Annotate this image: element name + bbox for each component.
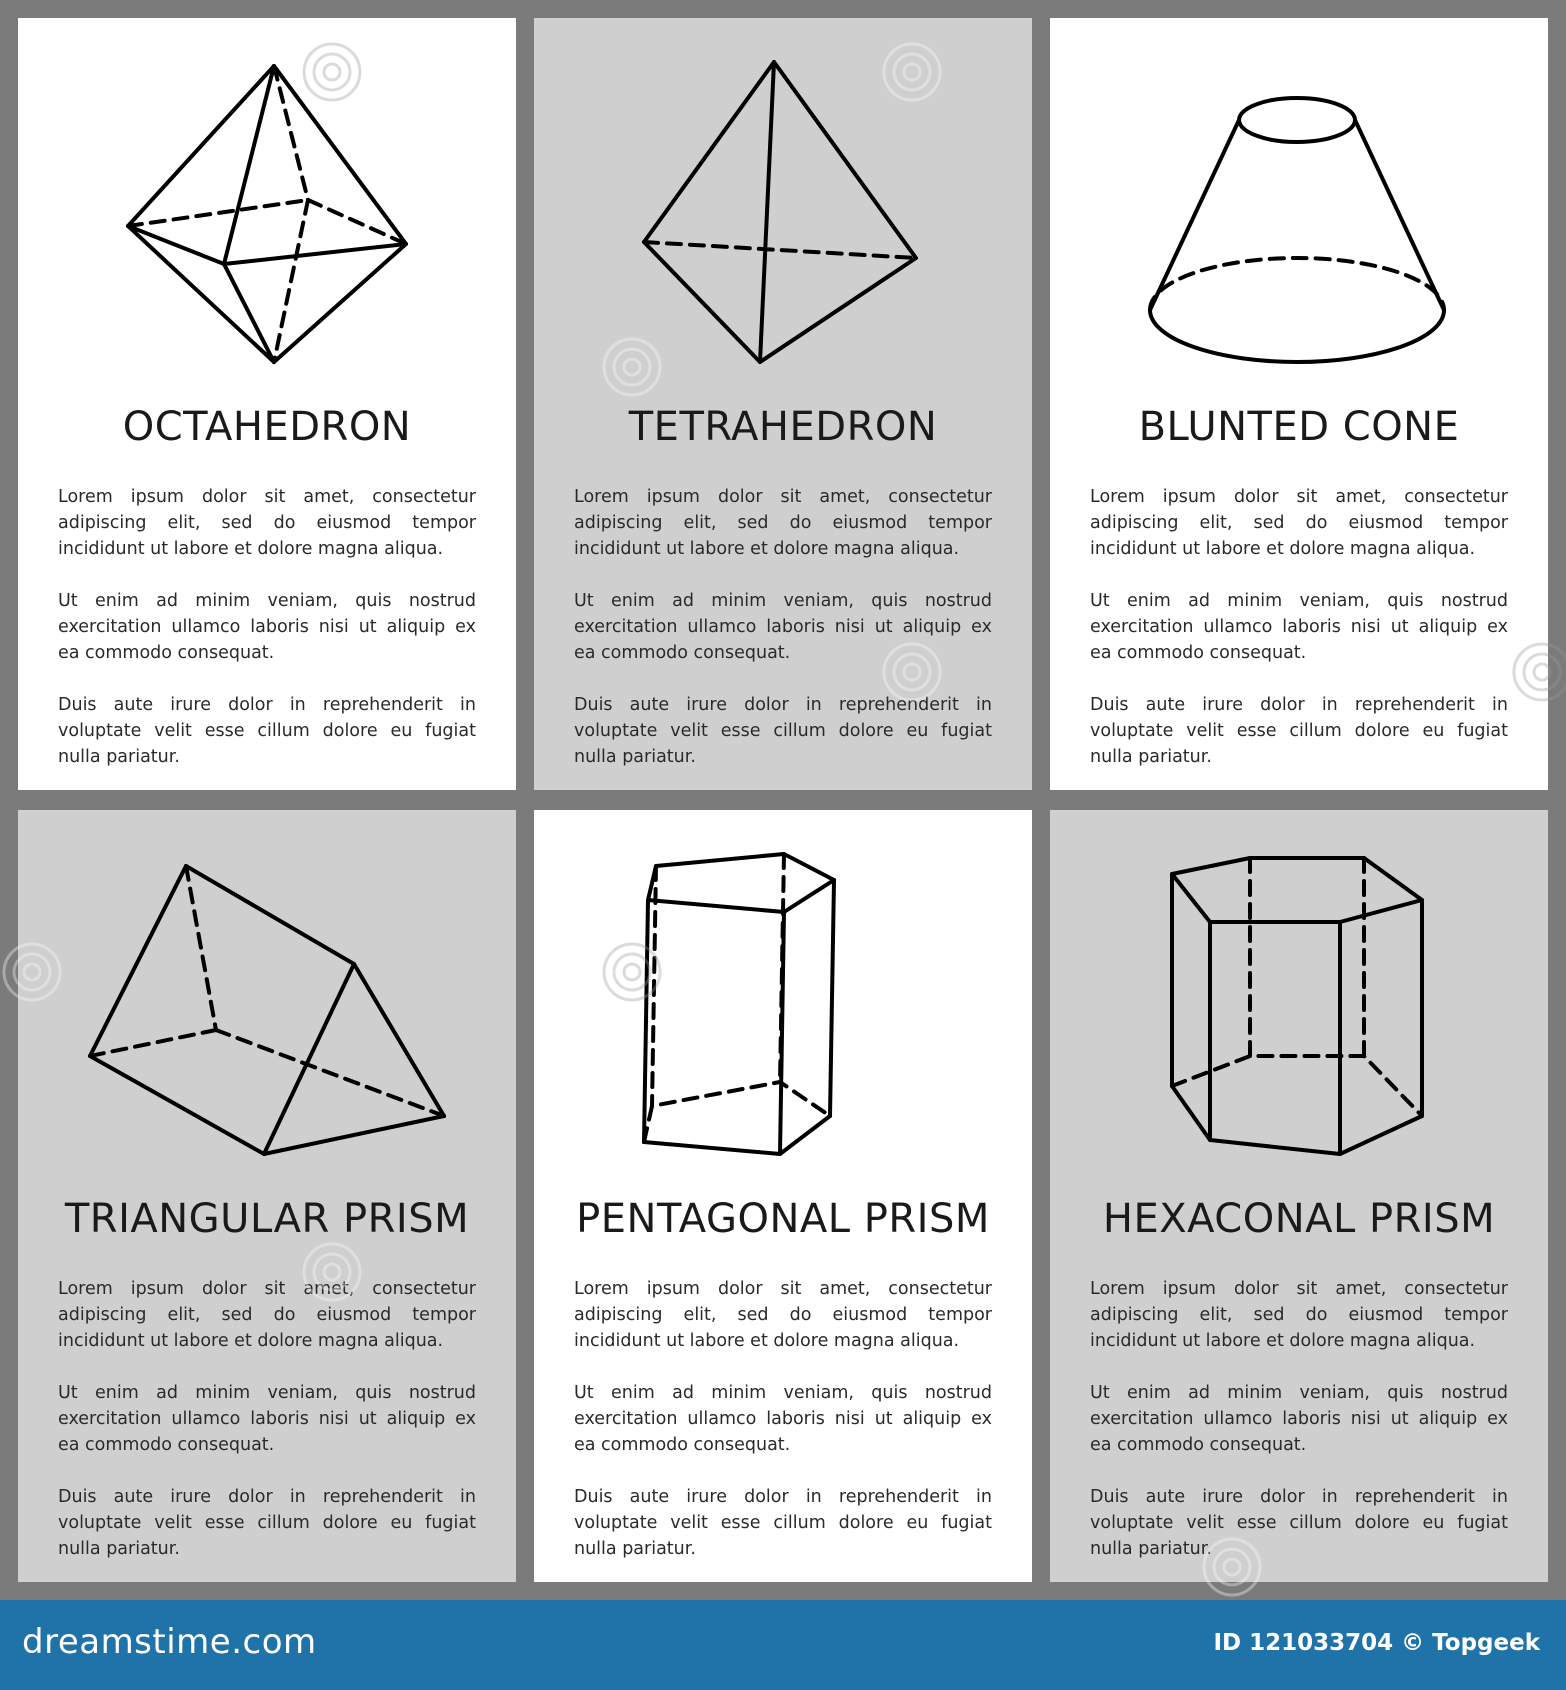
card-title: BLUNTED CONE	[1138, 404, 1460, 450]
blunted-cone-icon	[1050, 18, 1548, 408]
paragraph: Lorem ipsum dolor sit amet, consectetur adipiscing elit, sed do eiusmod tempor incididunt ut labore et dolore magna aliqua.	[574, 487, 992, 559]
paragraph: Lorem ipsum dolor sit amet, consectetur adipiscing elit, sed do eiusmod tempor incididunt ut labore et dolore magna aliqua.	[574, 1279, 992, 1351]
poster-grid	[18, 18, 1548, 1582]
paragraph: Duis aute irure dolor in reprehenderit in voluptate velit esse cillum dolore eu fugiat nulla pariatur.	[574, 695, 992, 767]
tetrahedron-icon	[534, 18, 1032, 408]
paragraph: Duis aute irure dolor in reprehenderit in voluptate velit esse cillum dolore eu fugiat nulla pariatur.	[1090, 1487, 1508, 1559]
card-title: TETRAHEDRON	[628, 404, 938, 450]
card-title: TRIANGULAR PRISM	[64, 1196, 470, 1242]
card-triangular-prism	[18, 810, 516, 1582]
card-description	[58, 484, 476, 790]
paragraph: Lorem ipsum dolor sit amet, consectetur adipiscing elit, sed do eiusmod tempor incididunt ut labore et dolore magna aliqua.	[58, 1279, 476, 1351]
paragraph: Ut enim ad minim veniam, quis nostrud exercitation ullamco laboris nisi ut aliquip ex ea commodo consequat.	[574, 1383, 992, 1455]
card-description	[58, 1276, 476, 1582]
paragraph: Lorem ipsum dolor sit amet, consectetur adipiscing elit, sed do eiusmod tempor incididunt ut labore et dolore magna aliqua.	[58, 487, 476, 559]
card-tetrahedron	[534, 18, 1032, 790]
octahedron-icon	[18, 18, 516, 408]
paragraph: Ut enim ad minim veniam, quis nostrud exercitation ullamco laboris nisi ut aliquip ex ea commodo consequat.	[58, 591, 476, 663]
card-description	[574, 1276, 992, 1582]
paragraph: Ut enim ad minim veniam, quis nostrud exercitation ullamco laboris nisi ut aliquip ex ea commodo consequat.	[1090, 1383, 1508, 1455]
watermark-footer-bar	[0, 1600, 1566, 1690]
card-pentagonal-prism	[534, 810, 1032, 1582]
card-title: HEXACONAL PRISM	[1102, 1196, 1496, 1242]
paragraph: Ut enim ad minim veniam, quis nostrud exercitation ullamco laboris nisi ut aliquip ex ea commodo consequat.	[1090, 591, 1508, 663]
card-blunted-cone	[1050, 18, 1548, 790]
dreamstime-logo: dreamstime.com	[22, 1622, 317, 1662]
card-description	[574, 484, 992, 790]
triangular-prism-icon	[18, 810, 516, 1200]
card-description	[1090, 484, 1508, 790]
card-hexagonal-prism	[1050, 810, 1548, 1582]
paragraph: Duis aute irure dolor in reprehenderit in voluptate velit esse cillum dolore eu fugiat nulla pariatur.	[58, 1487, 476, 1559]
card-description	[1090, 1276, 1508, 1582]
image-credit: ID 121033704 © Topgeek	[1213, 1630, 1540, 1656]
paragraph: Duis aute irure dolor in reprehenderit in voluptate velit esse cillum dolore eu fugiat nulla pariatur.	[1090, 695, 1508, 767]
paragraph: Ut enim ad minim veniam, quis nostrud exercitation ullamco laboris nisi ut aliquip ex ea commodo consequat.	[58, 1383, 476, 1455]
paragraph: Duis aute irure dolor in reprehenderit in voluptate velit esse cillum dolore eu fugiat nulla pariatur.	[574, 1487, 992, 1559]
hexagonal-prism-icon	[1050, 810, 1548, 1200]
paragraph: Lorem ipsum dolor sit amet, consectetur adipiscing elit, sed do eiusmod tempor incididunt ut labore et dolore magna aliqua.	[1090, 1279, 1508, 1351]
paragraph: Lorem ipsum dolor sit amet, consectetur adipiscing elit, sed do eiusmod tempor incididunt ut labore et dolore magna aliqua.	[1090, 487, 1508, 559]
pentagonal-prism-icon	[534, 810, 1032, 1200]
paragraph: Duis aute irure dolor in reprehenderit in voluptate velit esse cillum dolore eu fugiat nulla pariatur.	[58, 695, 476, 767]
card-title: PENTAGONAL PRISM	[576, 1196, 990, 1242]
card-title: OCTAHEDRON	[122, 404, 412, 450]
paragraph: Ut enim ad minim veniam, quis nostrud exercitation ullamco laboris nisi ut aliquip ex ea commodo consequat.	[574, 591, 992, 663]
card-octahedron	[18, 18, 516, 790]
